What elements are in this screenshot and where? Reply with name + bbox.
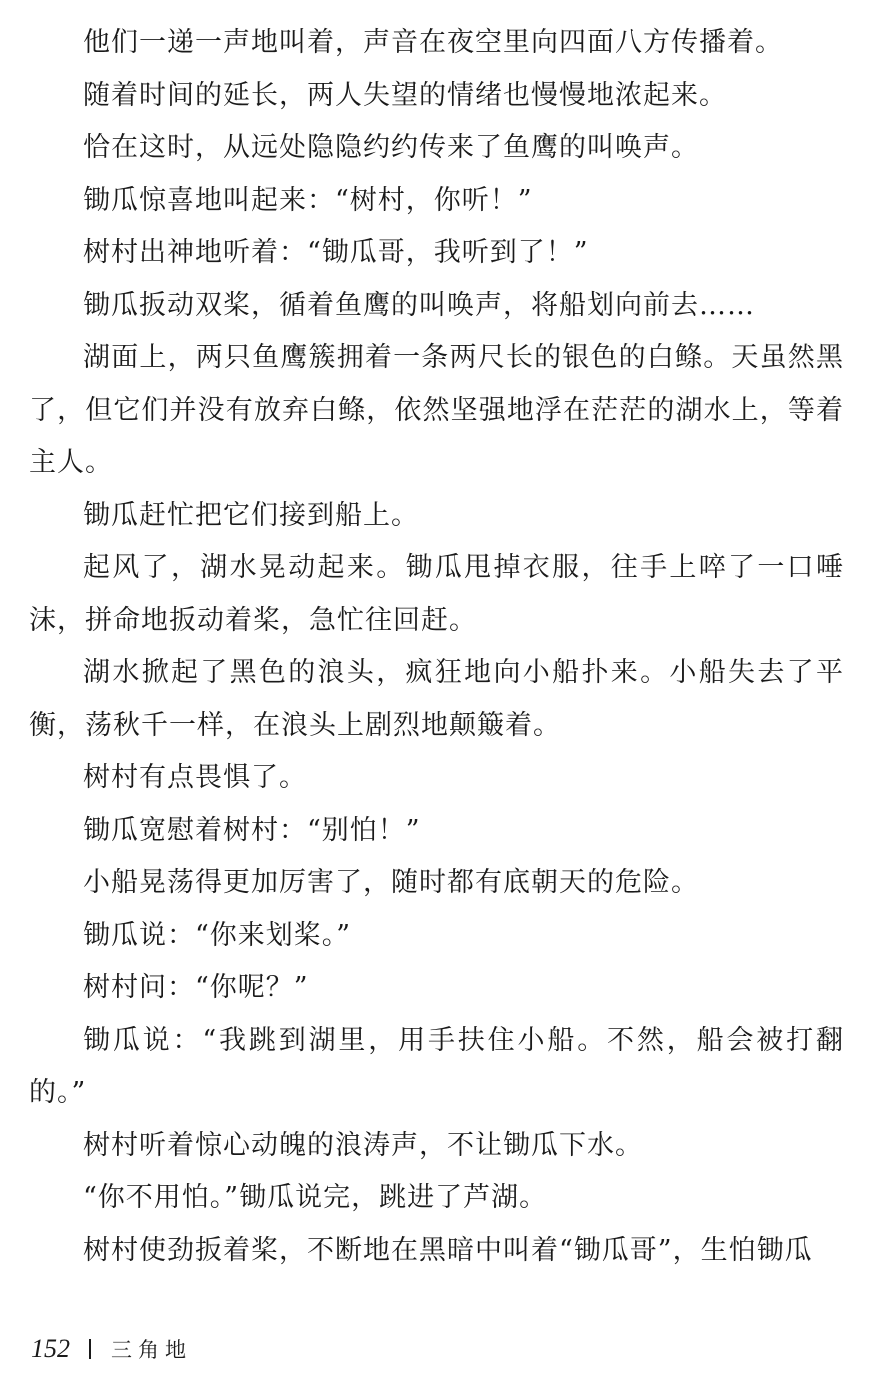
body-text bbox=[29, 17, 844, 1277]
footer-divider bbox=[89, 1339, 91, 1359]
paragraph-1: 他们一递一声地叫着，声音在夜空里向四面八方传播着。 bbox=[83, 27, 783, 58]
paragraph-11: 树村有点畏惧了。 bbox=[83, 762, 307, 793]
paragraph-3: 恰在这时，从远处隐隐约约传来了鱼鹰的叫唤声。 bbox=[83, 132, 699, 163]
paragraph-18: “你不用怕。”锄瓜说完，跳进了芦湖。 bbox=[83, 1182, 548, 1213]
page-footer bbox=[31, 1334, 192, 1364]
paragraph-19: 树村使劲扳着桨，不断地在黑暗中叫着“锄瓜哥”，生怕锄瓜 bbox=[83, 1234, 813, 1266]
running-title: 三角地 bbox=[111, 1338, 192, 1362]
paragraph-16: 锄瓜说：“我跳到湖里，用手扶住小船。不然，船会被打翻的。” bbox=[29, 1024, 844, 1108]
paragraph-14: 锄瓜说：“你来划桨。” bbox=[83, 919, 352, 951]
paragraph-2: 随着时间的延长，两人失望的情绪也慢慢地浓起来。 bbox=[83, 79, 727, 111]
paragraph-17: 树村听着惊心动魄的浪涛声，不让锄瓜下水。 bbox=[83, 1129, 643, 1161]
paragraph-9: 起风了，湖水晃动起来。锄瓜甩掉衣服，往手上啐了一口唾沫，拼命地扳动着桨，急忙往回赶。 bbox=[29, 552, 844, 636]
paragraph-5: 树村出神地听着：“锄瓜哥，我听到了！” bbox=[83, 237, 589, 268]
paragraph-6: 锄瓜扳动双桨，循着鱼鹰的叫唤声，将船划向前去…… bbox=[83, 289, 755, 321]
paragraph-13: 小船晃荡得更加厉害了，随时都有底朝天的危险。 bbox=[83, 867, 699, 898]
paragraph-12: 锄瓜宽慰着树村：“别怕！” bbox=[83, 814, 421, 846]
paragraph-4: 锄瓜惊喜地叫起来：“树村，你听！” bbox=[83, 184, 533, 216]
paragraph-8: 锄瓜赶忙把它们接到船上。 bbox=[83, 499, 419, 531]
paragraph-15: 树村问：“你呢？” bbox=[83, 972, 309, 1003]
paragraph-10: 湖水掀起了黑色的浪头，疯狂地向小船扑来。小船失去了平衡，荡秋千一样，在浪头上剧烈地颠簸着。 bbox=[29, 657, 844, 741]
paragraph-7: 湖面上，两只鱼鹰簇拥着一条两尺长的银色的白鲦。天虽然黑了，但它们并没有放弃白鲦，依然坚强地浮在茫茫的湖水上，等着主人。 bbox=[29, 342, 844, 478]
page-number: 152 bbox=[31, 1334, 70, 1363]
